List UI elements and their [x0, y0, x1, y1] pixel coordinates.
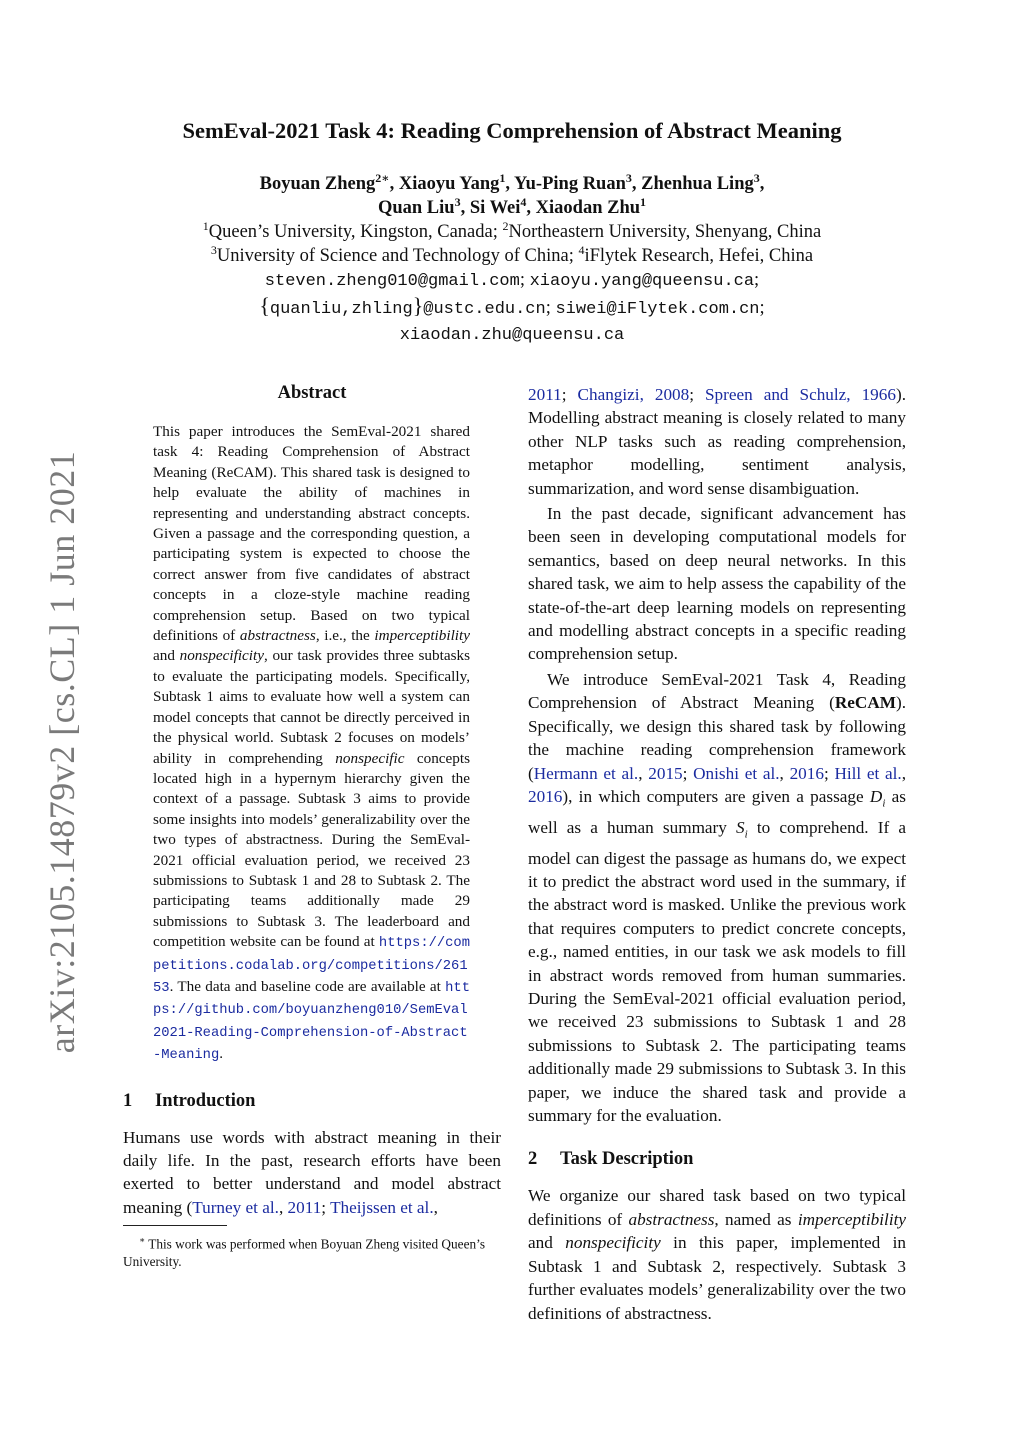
- citation-link[interactable]: 2011: [528, 385, 562, 404]
- email-line-3: [0, 322, 1024, 348]
- affiliation-line-1: [0, 220, 1024, 244]
- citation-link[interactable]: Changizi, 2008: [577, 385, 690, 404]
- author-sup: 1: [499, 170, 506, 185]
- author-sup: 3: [625, 170, 632, 185]
- email: xiaodan.zhu@queensu.ca: [399, 326, 625, 345]
- abstract-text: This paper introduces the SemEval-2021 shared task 4: Reading Comprehension of Abstract Meaning (ReCAM). This shared task is designed to help evaluate the ability of machines in representing and understanding abstract concepts. Given a passage and the corresponding question, a participating system is expected to choose the correct answer from five candidates of abstract concepts in a cloze-style machine reading comprehension setup. Based on two typical definitions of abstractness, i.e., the imperceptibility and nonspecificity, our task provides three subtasks to evaluate the participating models. Specifically, Subtask 1 aims to evaluate how well a system can model concepts that cannot be directly perceived in the physical world. Subtask 2 focuses on models’ ability in comprehending nonspecific concepts located high in a hypernym hierarchy given the context of a passage. Subtask 3 aims to provide some insights into models’ generalizability over the two types of abstractness. During the SemEval-2021 official evaluation period, we received 23 submissions to Subtask 1 and 28 to Subtask 2. The participating teams additionally made 29 submissions to Subtask 3. The leaderboard and competition website can be found at https://competitions.codalab.org/competitions/26153. The data and baseline code are available at https://github.com/boyuanzheng010/SemEval2021-Reading-Comprehension-of-Abstract-Meaning.: [153, 423, 471, 1064]
- author-sup: 3: [454, 194, 461, 209]
- citation-link[interactable]: 2016: [789, 763, 824, 783]
- arxiv-identifier: arXiv:2105.14879v2 [cs.CL] 1 Jun 2021: [42, 450, 82, 1054]
- left-column: [123, 383, 501, 1270]
- intro-paragraph-3: We introduce SemEval-2021 Task 4, Reading Comprehension of Abstract Meaning (ReCAM). Specifically, we design this shared task by following the machine reading comprehension framework (Hermann et al., 2015; Onishi et al., 2016; Hill et al., 2016), in which computers are given a passage $D_i$ as well as a human summary $S_i$ to comprehend. If a model can digest the passage as humans do, we expect it to predict the abstract word used in the summary, if the abstract word is masked. Unlike the previous work that requires computers to predict concrete concepts, e.g., named entities, in our task we ask models to fill in abstract words removed from human summaries. During the SemEval-2021 official evaluation period, we received 23 submissions to Subtask 1 and 28 submissions to Subtask 2. The participating teams additionally made 29 submissions to Subtask 3. In this paper, we induce the shared task and provide a summary for the evaluation.: [528, 669, 907, 1126]
- citation-link[interactable]: 2016: [528, 786, 563, 806]
- email-line-2: {quanliu,zhling}@ustc.edu.cn; siwei@iFlytek.com.cn;: [259, 293, 765, 319]
- affiliation: Northeastern University, Shenyang, China: [508, 222, 822, 242]
- affiliation: iFlytek Research, Hefei, China: [584, 246, 814, 266]
- citation-link[interactable]: Hermann et al.: [533, 763, 639, 783]
- author-line-2: Quan Liu$^3$, Si Wei$^4$, Xiaodan Zhu$^1$: [377, 194, 647, 218]
- citation-link[interactable]: 2015: [648, 763, 683, 783]
- footnote-rule: [123, 1225, 227, 1226]
- github-link[interactable]: https://github.com/boyuanzheng010/SemEval2021-Reading-Comprehension-of-Abstract-Meaning: [153, 980, 470, 1064]
- affil-sup: 2: [502, 218, 509, 233]
- affiliation: Queen’s University, Kingston, Canada;: [208, 222, 503, 242]
- citation-link[interactable]: Onishi et al.: [693, 763, 780, 783]
- section-heading-task-description: 2 Task Description: [528, 1149, 694, 1170]
- affil-sup: 3: [210, 242, 217, 257]
- author-line-1: Boyuan Zheng$^{2∗}$, Xiaoyu Yang$^1$, Yu-Ping Ruan$^3$, Zhenhua Ling$^3$,: [259, 170, 765, 194]
- author-name: Si Wei: [469, 198, 521, 218]
- author-block: [0, 172, 1024, 348]
- section-heading-introduction: 1 Introduction: [123, 1090, 256, 1111]
- footnote: ∗ This work was performed when Boyuan Zheng visited Queen’s University.: [123, 1235, 485, 1269]
- author-sup: 3: [753, 170, 760, 185]
- task-description-paragraph: We organize our shared task based on two typical definitions of abstractness, named as imperceptibility and nonspecificity in this paper, implemented in Subtask 1 and Subtask 2, respectively. Subtask 3 further evaluates models’ generalizability over the two definitions of abstractness.: [528, 1186, 906, 1323]
- author-name: Xiaodan Zhu: [535, 198, 641, 218]
- intro-paragraph: Humans use words with abstract meaning in their daily life. In the past, research efforts have been exerted to better understand and model abstract meaning (Turney et al., 2011; Theijssen et al.,: [123, 1127, 501, 1217]
- citation-link[interactable]: 2011: [287, 1197, 322, 1217]
- affil-sup: 4: [578, 242, 585, 257]
- citation-link[interactable]: Turney et al.: [192, 1197, 279, 1217]
- abstract-heading: Abstract: [277, 383, 347, 403]
- citation-link[interactable]: Hill et al.: [834, 763, 902, 783]
- author-name: Quan Liu: [377, 198, 455, 218]
- email: quanliu,zhling: [269, 300, 413, 319]
- author-sup: 2∗: [375, 170, 390, 185]
- email: siwei@iFlytek.com.cn: [555, 300, 760, 319]
- author-sup: 4: [520, 194, 527, 209]
- author-name: Zhenhua Ling: [641, 174, 754, 194]
- author-sup: 1: [640, 194, 647, 209]
- citation-link[interactable]: Theijssen et al.: [330, 1197, 434, 1217]
- intro-paragraph-continued: 2011; Changizi, 2008; Spreen and Schulz, 1966). Modelling abstract meaning is closely related to many other NLP tasks such as reading comprehension, metaphor modelling, sentiment analysis, summarization, and word sense disambiguation.: [528, 385, 906, 498]
- citation-link[interactable]: Spreen and Schulz, 1966: [705, 385, 896, 404]
- affiliation-line-2: [0, 244, 1024, 268]
- paper-title: SemEval-2021 Task 4: Reading Comprehension of Abstract Meaning: [182, 118, 842, 143]
- email-line-1: steven.zheng010@gmail.com; xiaoyu.yang@queensu.ca;: [264, 270, 760, 291]
- email: steven.zheng010@gmail.com: [264, 272, 520, 291]
- author-name: Yu-Ping Ruan: [513, 174, 626, 194]
- author-name: Boyuan Zheng: [259, 174, 376, 194]
- email: xiaoyu.yang@queensu.ca: [529, 272, 755, 291]
- competition-link[interactable]: https://competitions.codalab.org/competitions/26153: [153, 936, 470, 996]
- right-column: [528, 383, 906, 1325]
- author-name: Xiaoyu Yang: [398, 174, 500, 194]
- affil-sup: 1: [202, 218, 209, 233]
- intro-paragraph-2: In the past decade, significant advancement has been seen in developing computational models for semantics, based on deep neural networks. In this shared task, we aim to help assess the capability of the state-of-the-art deep learning models on representing and modelling abstract concepts in a specific reading comprehension setup.: [528, 504, 906, 664]
- affiliation: University of Science and Technology of China;: [216, 246, 579, 266]
